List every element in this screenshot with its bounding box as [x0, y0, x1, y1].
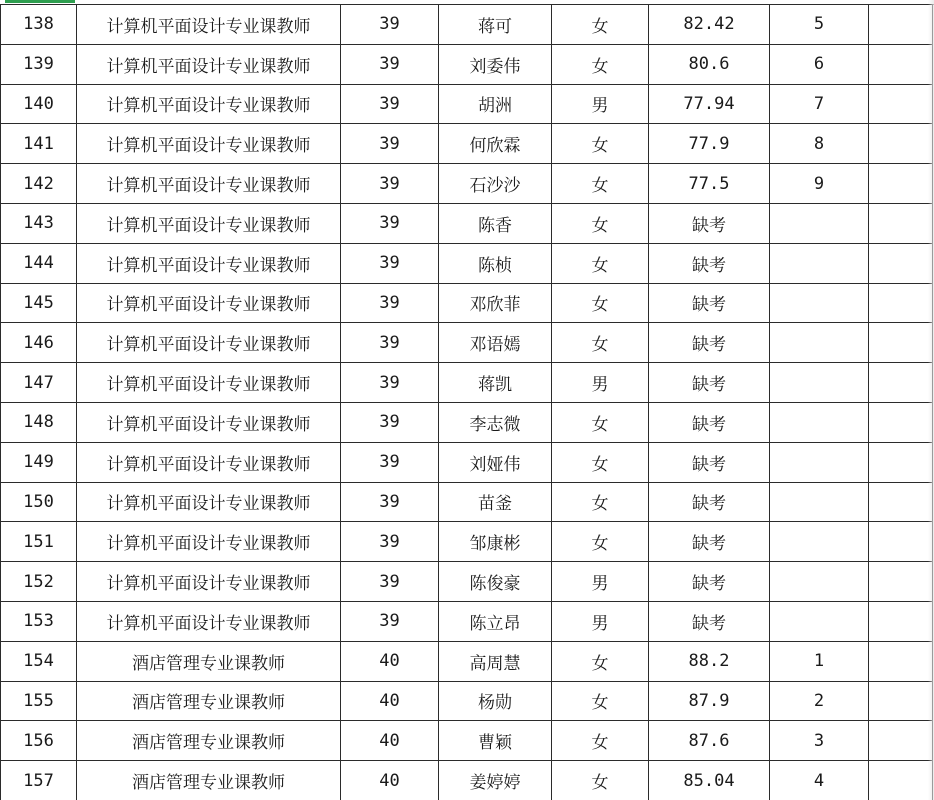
cell-score[interactable]: 85.04 [649, 761, 770, 800]
cell-blank[interactable] [869, 323, 933, 363]
cell-rank[interactable] [770, 363, 869, 403]
cell-row-number[interactable]: 152 [1, 562, 77, 602]
cell-score[interactable]: 缺考 [649, 562, 770, 602]
cell-candidate-name[interactable]: 高周慧 [439, 641, 552, 681]
cell-blank[interactable] [869, 721, 933, 761]
cell-score[interactable]: 缺考 [649, 402, 770, 442]
cell-score[interactable]: 77.9 [649, 124, 770, 164]
cell-position-code[interactable]: 39 [341, 562, 439, 602]
cell-position-code[interactable]: 39 [341, 84, 439, 124]
cell-position[interactable]: 计算机平面设计专业课教师 [77, 203, 341, 243]
cell-row-number[interactable]: 153 [1, 601, 77, 641]
cell-score[interactable]: 缺考 [649, 363, 770, 403]
cell-position[interactable]: 计算机平面设计专业课教师 [77, 124, 341, 164]
cell-blank[interactable] [869, 363, 933, 403]
cell-gender[interactable]: 女 [552, 44, 649, 84]
cell-gender[interactable]: 女 [552, 721, 649, 761]
cell-position-code[interactable]: 39 [341, 124, 439, 164]
table-row [1, 601, 933, 641]
cell-row-number[interactable]: 144 [1, 243, 77, 283]
cell-position-code[interactable]: 39 [341, 323, 439, 363]
cell-gender[interactable]: 女 [552, 641, 649, 681]
table-row [1, 402, 933, 442]
cell-rank[interactable] [770, 402, 869, 442]
cell-rank[interactable] [770, 562, 869, 602]
cell-candidate-name[interactable]: 李志微 [439, 402, 552, 442]
cell-row-number[interactable]: 138 [1, 5, 77, 45]
cell-row-number[interactable]: 148 [1, 402, 77, 442]
cell-blank[interactable] [869, 164, 933, 204]
cell-candidate-name[interactable]: 何欣霖 [439, 124, 552, 164]
cell-row-number[interactable]: 141 [1, 124, 77, 164]
cell-blank[interactable] [869, 124, 933, 164]
cell-candidate-name[interactable]: 曹颖 [439, 721, 552, 761]
table-row [1, 363, 933, 403]
cell-position[interactable]: 计算机平面设计专业课教师 [77, 5, 341, 45]
cell-row-number[interactable]: 139 [1, 44, 77, 84]
cell-row-number[interactable]: 140 [1, 84, 77, 124]
cell-rank[interactable] [770, 522, 869, 562]
cell-position-code[interactable]: 39 [341, 243, 439, 283]
cell-rank[interactable] [770, 323, 869, 363]
cell-score[interactable]: 88.2 [649, 641, 770, 681]
cell-score[interactable]: 缺考 [649, 283, 770, 323]
table-row [1, 283, 933, 323]
cell-blank[interactable] [869, 243, 933, 283]
cell-position[interactable]: 计算机平面设计专业课教师 [77, 283, 341, 323]
cell-gender[interactable]: 女 [552, 243, 649, 283]
cell-gender[interactable]: 女 [552, 761, 649, 800]
cell-row-number[interactable]: 154 [1, 641, 77, 681]
cell-row-number[interactable]: 142 [1, 164, 77, 204]
cell-row-number[interactable]: 151 [1, 522, 77, 562]
cell-position-code[interactable]: 40 [341, 761, 439, 800]
cell-rank[interactable]: 5 [770, 5, 869, 45]
cell-row-number[interactable]: 157 [1, 761, 77, 800]
cell-blank[interactable] [869, 562, 933, 602]
cell-position[interactable]: 计算机平面设计专业课教师 [77, 562, 341, 602]
table-row [1, 323, 933, 363]
cell-position-code[interactable]: 39 [341, 482, 439, 522]
cell-candidate-name[interactable]: 陈香 [439, 203, 552, 243]
cell-rank[interactable]: 4 [770, 761, 869, 800]
cell-blank[interactable] [869, 482, 933, 522]
results-table [0, 4, 933, 800]
table-row [1, 721, 933, 761]
cell-row-number[interactable]: 150 [1, 482, 77, 522]
cell-blank[interactable] [869, 5, 933, 45]
cell-score[interactable]: 87.6 [649, 721, 770, 761]
cell-gender[interactable]: 女 [552, 124, 649, 164]
cell-candidate-name[interactable]: 杨勋 [439, 681, 552, 721]
cell-row-number[interactable]: 146 [1, 323, 77, 363]
cell-gender[interactable]: 女 [552, 283, 649, 323]
cell-blank[interactable] [869, 442, 933, 482]
cell-score[interactable]: 缺考 [649, 243, 770, 283]
cell-candidate-name[interactable]: 姜婷婷 [439, 761, 552, 800]
cell-rank[interactable]: 1 [770, 641, 869, 681]
cell-position[interactable]: 酒店管理专业课教师 [77, 721, 341, 761]
cell-row-number[interactable]: 155 [1, 681, 77, 721]
cell-gender[interactable]: 男 [552, 84, 649, 124]
cell-gender[interactable]: 女 [552, 681, 649, 721]
table-row [1, 442, 933, 482]
cell-score[interactable]: 缺考 [649, 482, 770, 522]
cell-score[interactable]: 87.9 [649, 681, 770, 721]
cell-position-code[interactable]: 39 [341, 601, 439, 641]
table-row [1, 482, 933, 522]
table-row [1, 761, 933, 800]
cell-blank[interactable] [869, 522, 933, 562]
cell-rank[interactable]: 6 [770, 44, 869, 84]
cell-position-code[interactable]: 39 [341, 44, 439, 84]
cell-row-number[interactable]: 156 [1, 721, 77, 761]
cell-position-code[interactable]: 39 [341, 402, 439, 442]
cell-candidate-name[interactable]: 陈桢 [439, 243, 552, 283]
cell-gender[interactable]: 女 [552, 164, 649, 204]
cell-gender[interactable]: 女 [552, 482, 649, 522]
cell-position[interactable]: 计算机平面设计专业课教师 [77, 402, 341, 442]
cell-position[interactable]: 酒店管理专业课教师 [77, 641, 341, 681]
cell-score[interactable]: 80.6 [649, 44, 770, 84]
cell-score[interactable]: 77.5 [649, 164, 770, 204]
cell-position[interactable]: 计算机平面设计专业课教师 [77, 323, 341, 363]
cell-candidate-name[interactable]: 陈立昂 [439, 601, 552, 641]
cell-rank[interactable] [770, 283, 869, 323]
table-row [1, 44, 933, 84]
cell-candidate-name[interactable]: 邓欣菲 [439, 283, 552, 323]
cell-score[interactable]: 82.42 [649, 5, 770, 45]
cell-gender[interactable]: 女 [552, 5, 649, 45]
table-row [1, 243, 933, 283]
cell-gender[interactable]: 女 [552, 323, 649, 363]
cell-position[interactable]: 计算机平面设计专业课教师 [77, 363, 341, 403]
cell-gender[interactable]: 女 [552, 402, 649, 442]
cell-score[interactable]: 缺考 [649, 601, 770, 641]
cell-candidate-name[interactable]: 蒋凯 [439, 363, 552, 403]
cell-position[interactable]: 计算机平面设计专业课教师 [77, 164, 341, 204]
cell-gender[interactable]: 男 [552, 562, 649, 602]
table-row [1, 562, 933, 602]
cell-blank[interactable] [869, 283, 933, 323]
cell-position-code[interactable]: 40 [341, 681, 439, 721]
cell-position[interactable]: 计算机平面设计专业课教师 [77, 44, 341, 84]
cell-position[interactable]: 计算机平面设计专业课教师 [77, 442, 341, 482]
cell-rank[interactable] [770, 601, 869, 641]
cell-candidate-name[interactable]: 邓语嫣 [439, 323, 552, 363]
results-table-body [1, 5, 933, 800]
cell-blank[interactable] [869, 44, 933, 84]
cell-row-number[interactable]: 149 [1, 442, 77, 482]
cell-score[interactable]: 缺考 [649, 522, 770, 562]
cell-candidate-name[interactable]: 刘委伟 [439, 44, 552, 84]
cell-position[interactable]: 计算机平面设计专业课教师 [77, 522, 341, 562]
cell-candidate-name[interactable]: 蒋可 [439, 5, 552, 45]
cell-candidate-name[interactable]: 陈俊豪 [439, 562, 552, 602]
cell-rank[interactable] [770, 442, 869, 482]
cell-position[interactable]: 计算机平面设计专业课教师 [77, 482, 341, 522]
table-row [1, 84, 933, 124]
cell-blank[interactable] [869, 681, 933, 721]
cell-blank[interactable] [869, 761, 933, 800]
cell-position-code[interactable]: 39 [341, 5, 439, 45]
cell-position[interactable]: 酒店管理专业课教师 [77, 761, 341, 800]
cell-gender[interactable]: 女 [552, 442, 649, 482]
cell-blank[interactable] [869, 641, 933, 681]
cell-position-code[interactable]: 40 [341, 721, 439, 761]
table-row [1, 522, 933, 562]
cell-blank[interactable] [869, 402, 933, 442]
cell-score[interactable]: 缺考 [649, 203, 770, 243]
cell-row-number[interactable]: 147 [1, 363, 77, 403]
cell-rank[interactable] [770, 482, 869, 522]
cell-position[interactable]: 酒店管理专业课教师 [77, 681, 341, 721]
table-row [1, 5, 933, 45]
cell-rank[interactable]: 7 [770, 84, 869, 124]
cell-gender[interactable]: 女 [552, 522, 649, 562]
table-row [1, 203, 933, 243]
cell-position-code[interactable]: 39 [341, 522, 439, 562]
cell-candidate-name[interactable]: 苗釜 [439, 482, 552, 522]
cell-blank[interactable] [869, 84, 933, 124]
cell-gender[interactable]: 男 [552, 363, 649, 403]
cell-position[interactable]: 计算机平面设计专业课教师 [77, 601, 341, 641]
table-row [1, 681, 933, 721]
sheet-right-edge [928, 0, 934, 800]
cell-row-number[interactable]: 143 [1, 203, 77, 243]
cell-score[interactable]: 缺考 [649, 323, 770, 363]
cell-candidate-name[interactable]: 邹康彬 [439, 522, 552, 562]
cell-position-code[interactable]: 39 [341, 203, 439, 243]
cell-score[interactable]: 缺考 [649, 442, 770, 482]
cell-gender[interactable]: 男 [552, 601, 649, 641]
cell-position-code[interactable]: 39 [341, 283, 439, 323]
cell-score[interactable]: 77.94 [649, 84, 770, 124]
cell-position-code[interactable]: 39 [341, 442, 439, 482]
table-row [1, 641, 933, 681]
cell-position-code[interactable]: 39 [341, 363, 439, 403]
cell-blank[interactable] [869, 601, 933, 641]
cell-blank[interactable] [869, 203, 933, 243]
cell-candidate-name[interactable]: 石沙沙 [439, 164, 552, 204]
cell-rank[interactable] [770, 243, 869, 283]
cell-rank[interactable]: 9 [770, 164, 869, 204]
cell-position[interactable]: 计算机平面设计专业课教师 [77, 84, 341, 124]
cell-rank[interactable]: 2 [770, 681, 869, 721]
cell-row-number[interactable]: 145 [1, 283, 77, 323]
active-cell-indicator [5, 0, 75, 3]
cell-candidate-name[interactable]: 胡洲 [439, 84, 552, 124]
cell-rank[interactable] [770, 203, 869, 243]
cell-rank[interactable]: 8 [770, 124, 869, 164]
table-row [1, 124, 933, 164]
table-row [1, 164, 933, 204]
cell-position[interactable]: 计算机平面设计专业课教师 [77, 243, 341, 283]
cell-candidate-name[interactable]: 刘娅伟 [439, 442, 552, 482]
cell-gender[interactable]: 女 [552, 203, 649, 243]
cell-position-code[interactable]: 40 [341, 641, 439, 681]
cell-position-code[interactable]: 39 [341, 164, 439, 204]
cell-rank[interactable]: 3 [770, 721, 869, 761]
